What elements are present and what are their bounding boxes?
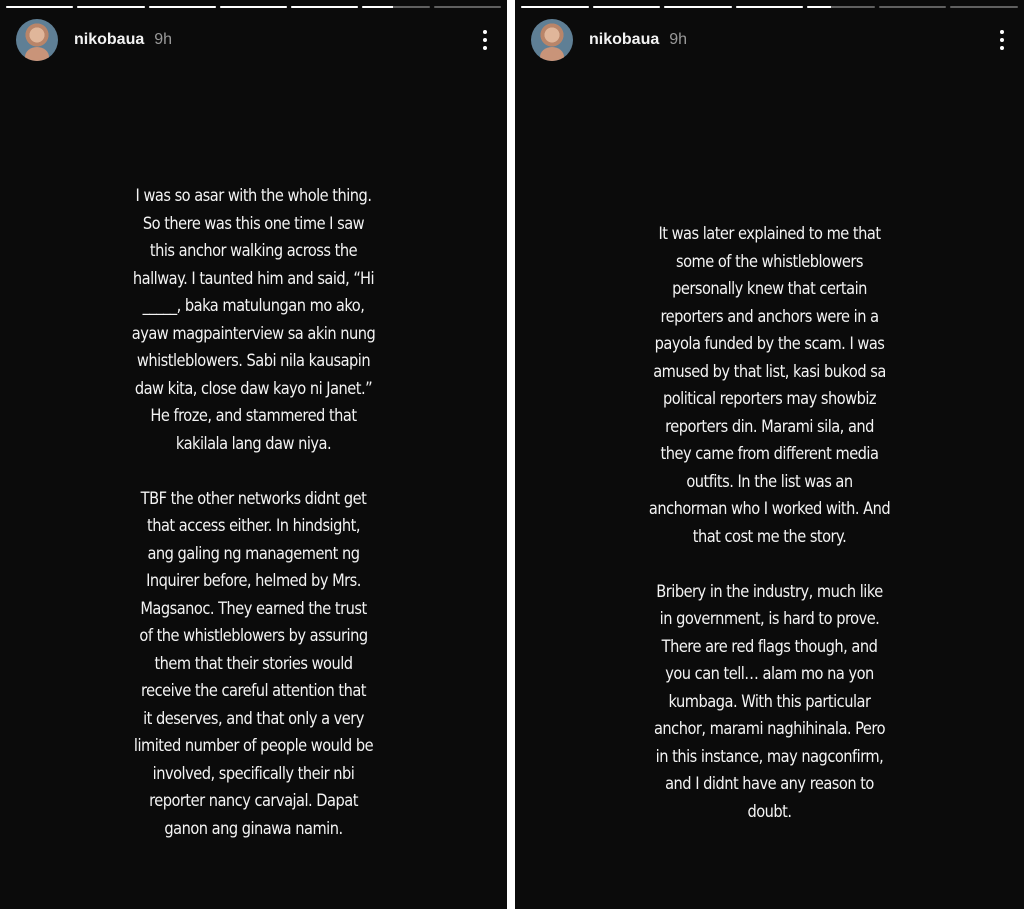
text-line: kakilala lang daw niya.	[175, 433, 332, 454]
progress-segment	[77, 6, 144, 8]
text-line: ayaw magpainterview sa akin nung	[131, 323, 376, 344]
text-line: anchor, marami naghihinala. Pero	[653, 719, 886, 739]
progress-segment	[664, 6, 732, 8]
story-header	[16, 18, 495, 62]
progress-segment	[950, 6, 1018, 8]
text-line: them that their stories would	[154, 653, 353, 674]
avatar[interactable]	[16, 19, 58, 61]
progress-segment	[593, 6, 661, 8]
text-line: you can tell… alam mo na yon	[665, 664, 874, 684]
text-line: that access either. In hindsight,	[147, 516, 360, 536]
progress-fill	[664, 6, 732, 8]
text-line: whistleblowers. Sabi nila kausapin	[136, 351, 371, 371]
text-line: _____, baka matulungan mo ako,	[142, 296, 365, 316]
text-line: in this instance, may nagconfirm,	[655, 746, 884, 767]
progress-segment	[6, 6, 73, 8]
progress-segment	[434, 6, 501, 8]
username[interactable]: nikobaua	[74, 31, 145, 48]
progress-segment	[879, 6, 947, 8]
progress-fill	[736, 6, 804, 8]
progress-fill	[807, 6, 831, 8]
story-panel-right[interactable]	[515, 0, 1024, 909]
text-line: limited number of people would be	[133, 736, 374, 756]
text-line: ganon ang ginawa namin.	[164, 818, 343, 839]
paragraph	[551, 579, 989, 827]
text-line: He froze, and stammered that	[150, 406, 357, 426]
story-panel-left[interactable]	[0, 0, 507, 909]
text-line: Magsanoc. They earned the trust	[140, 598, 367, 619]
text-line: that cost me the story.	[692, 526, 847, 547]
text-line: kumbaga. With this particular	[668, 691, 871, 712]
post-time: 9h	[154, 31, 173, 48]
text-line: involved, specifically their nbi	[152, 763, 355, 784]
text-line: There are red flags though, and	[661, 636, 878, 657]
text-line: anchorman who I worked with. And	[648, 499, 891, 519]
text-line: doubt.	[747, 801, 792, 822]
text-line: and I didnt have any reason to	[665, 774, 874, 794]
paragraph-gap	[551, 551, 989, 579]
paragraph	[551, 221, 989, 551]
progress-segment	[736, 6, 804, 8]
text-line: ang galing ng management ng	[147, 543, 360, 564]
progress-fill	[362, 6, 392, 8]
text-line: hallway. I taunted him and said, “Hi	[132, 268, 375, 289]
text-line: they came from different media	[660, 444, 879, 464]
progress-segment	[291, 6, 358, 8]
progress-fill	[220, 6, 287, 8]
avatar[interactable]	[531, 19, 573, 61]
text-line: outfits. In the list was an	[686, 471, 853, 492]
text-line: reporter nancy carvajal. Dapat	[149, 791, 358, 811]
text-line: daw kita, close daw kayo ni Janet.”	[134, 378, 373, 399]
progress-fill	[521, 6, 589, 8]
progress-fill	[77, 6, 144, 8]
text-line: Bribery in the industry, much like	[656, 581, 883, 602]
text-line: amused by that list, kasi bukod sa	[653, 361, 886, 382]
text-line: TBF the other networks didnt get	[140, 488, 367, 509]
paragraph	[35, 486, 471, 844]
text-line: in government, is hard to prove.	[659, 609, 880, 629]
more-options-icon[interactable]	[992, 26, 1012, 54]
progress-fill	[593, 6, 661, 8]
story-text	[35, 183, 471, 843]
progress-segment	[149, 6, 216, 8]
story-progress-bar	[521, 6, 1018, 9]
story-header	[531, 18, 1012, 62]
post-time: 9h	[669, 31, 688, 48]
text-line: Inquirer before, helmed by Mrs.	[146, 571, 361, 591]
more-options-icon[interactable]	[475, 26, 495, 54]
progress-fill	[6, 6, 73, 8]
text-line: reporters and anchors were in a	[660, 306, 879, 327]
text-line: some of the whistleblowers	[676, 251, 863, 272]
text-line: It was later explained to me that	[658, 224, 881, 244]
text-line: it deserves, and that only a very	[143, 708, 364, 729]
progress-fill	[291, 6, 358, 8]
progress-segment	[220, 6, 287, 8]
progress-fill	[149, 6, 216, 8]
username[interactable]: nikobaua	[589, 31, 660, 48]
text-line: So there was this one time I saw	[142, 213, 365, 234]
text-line: I was so asar with the whole thing.	[135, 186, 372, 206]
text-line: receive the careful attention that	[140, 681, 366, 701]
text-line: reporters din. Marami sila, and	[665, 416, 874, 437]
progress-segment	[362, 6, 429, 8]
paragraph	[35, 183, 471, 458]
text-line: of the whistleblowers by assuring	[139, 626, 368, 646]
story-progress-bar	[6, 6, 501, 9]
story-text	[551, 221, 989, 826]
text-line: political reporters may showbiz	[662, 389, 877, 409]
text-line: payola funded by the scam. I was	[654, 334, 885, 354]
paragraph-gap	[35, 458, 471, 486]
text-line: this anchor walking across the	[149, 241, 358, 261]
progress-segment	[521, 6, 589, 8]
progress-segment	[807, 6, 875, 8]
text-line: personally knew that certain	[672, 279, 867, 299]
